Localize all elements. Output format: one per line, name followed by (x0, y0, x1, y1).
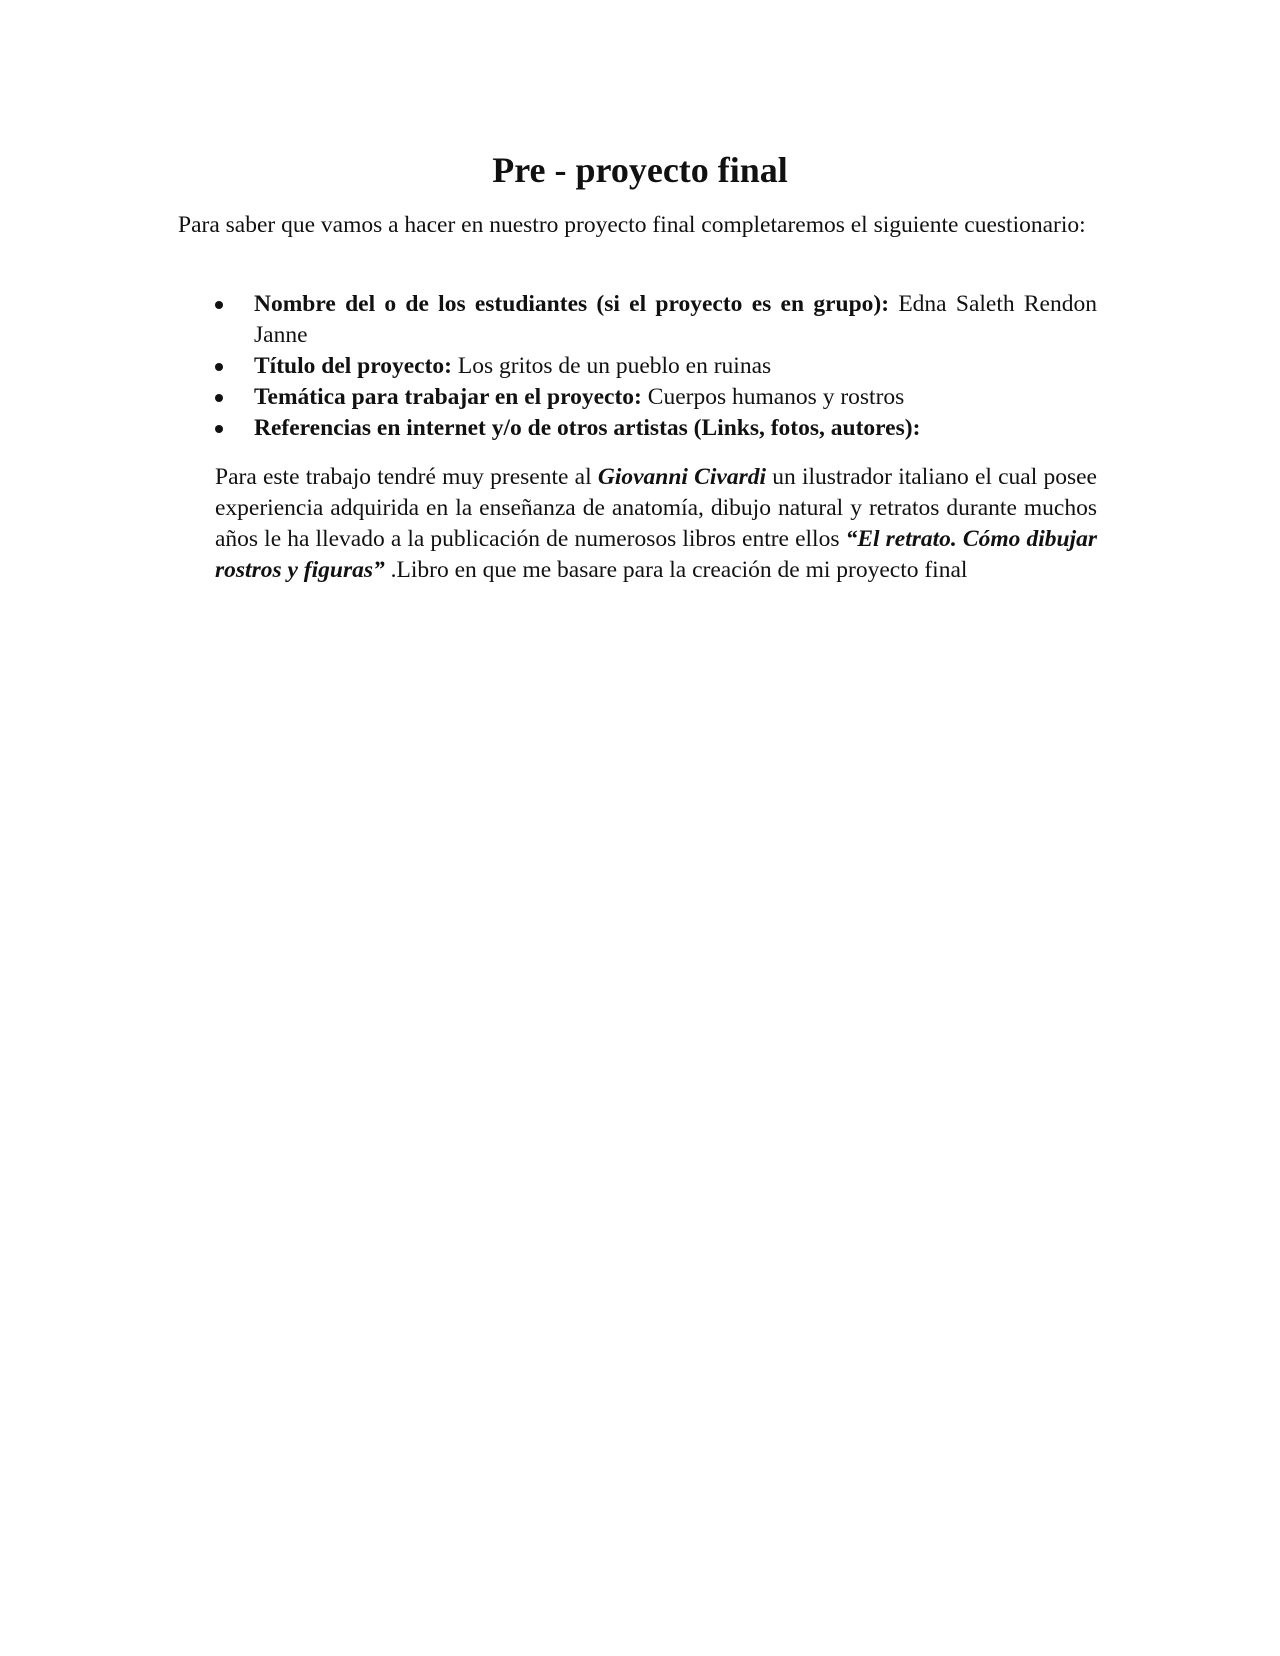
references-paragraph (215, 462, 1097, 586)
item-label: Referencias en internet y/o de otros artistas (Links, fotos, autores): (254, 415, 921, 441)
item-value: Cuerpos humanos y rostros (641, 384, 905, 410)
bullet-icon (215, 301, 223, 309)
list-item (178, 413, 1097, 444)
paragraph-text: Para este trabajo tendré muy presente al (215, 464, 598, 490)
item-label: Temática para trabajar en el proyecto: (254, 384, 642, 410)
page-title: Pre - proyecto final (492, 150, 788, 190)
questionnaire-list (178, 289, 1097, 444)
item-value: Edna Saleth Rendon Janne (254, 291, 1097, 348)
list-item (178, 351, 1097, 382)
item-label: Nombre del o de los estudiantes (si el proyecto es en grupo): (254, 291, 890, 317)
book-title: “El retrato. Cómo dibujar rostros y figuras” (215, 526, 1097, 583)
bullet-icon (215, 394, 223, 402)
list-item (178, 289, 1097, 351)
artist-name: Giovanni Civardi (597, 464, 766, 490)
bullet-icon (215, 363, 223, 371)
list-item (178, 382, 1097, 413)
intro-paragraph: Para saber que vamos a hacer en nuestro proyecto final completaremos el siguiente cuestionario: (178, 212, 1086, 238)
item-value: Los gritos de un pueblo en ruinas (452, 353, 772, 379)
paragraph-text: un ilustrador italiano el cual posee experiencia adquirida en la enseñanza de anatomía, dibujo natural y retratos durante muchos años le ha llevado a la publicación de numerosos libros entre ellos (215, 464, 1097, 552)
paragraph-text: .Libro en que me basare para la creación de mi proyecto final (384, 557, 968, 583)
item-label: Título del proyecto: (254, 353, 452, 379)
bullet-icon (215, 425, 223, 433)
